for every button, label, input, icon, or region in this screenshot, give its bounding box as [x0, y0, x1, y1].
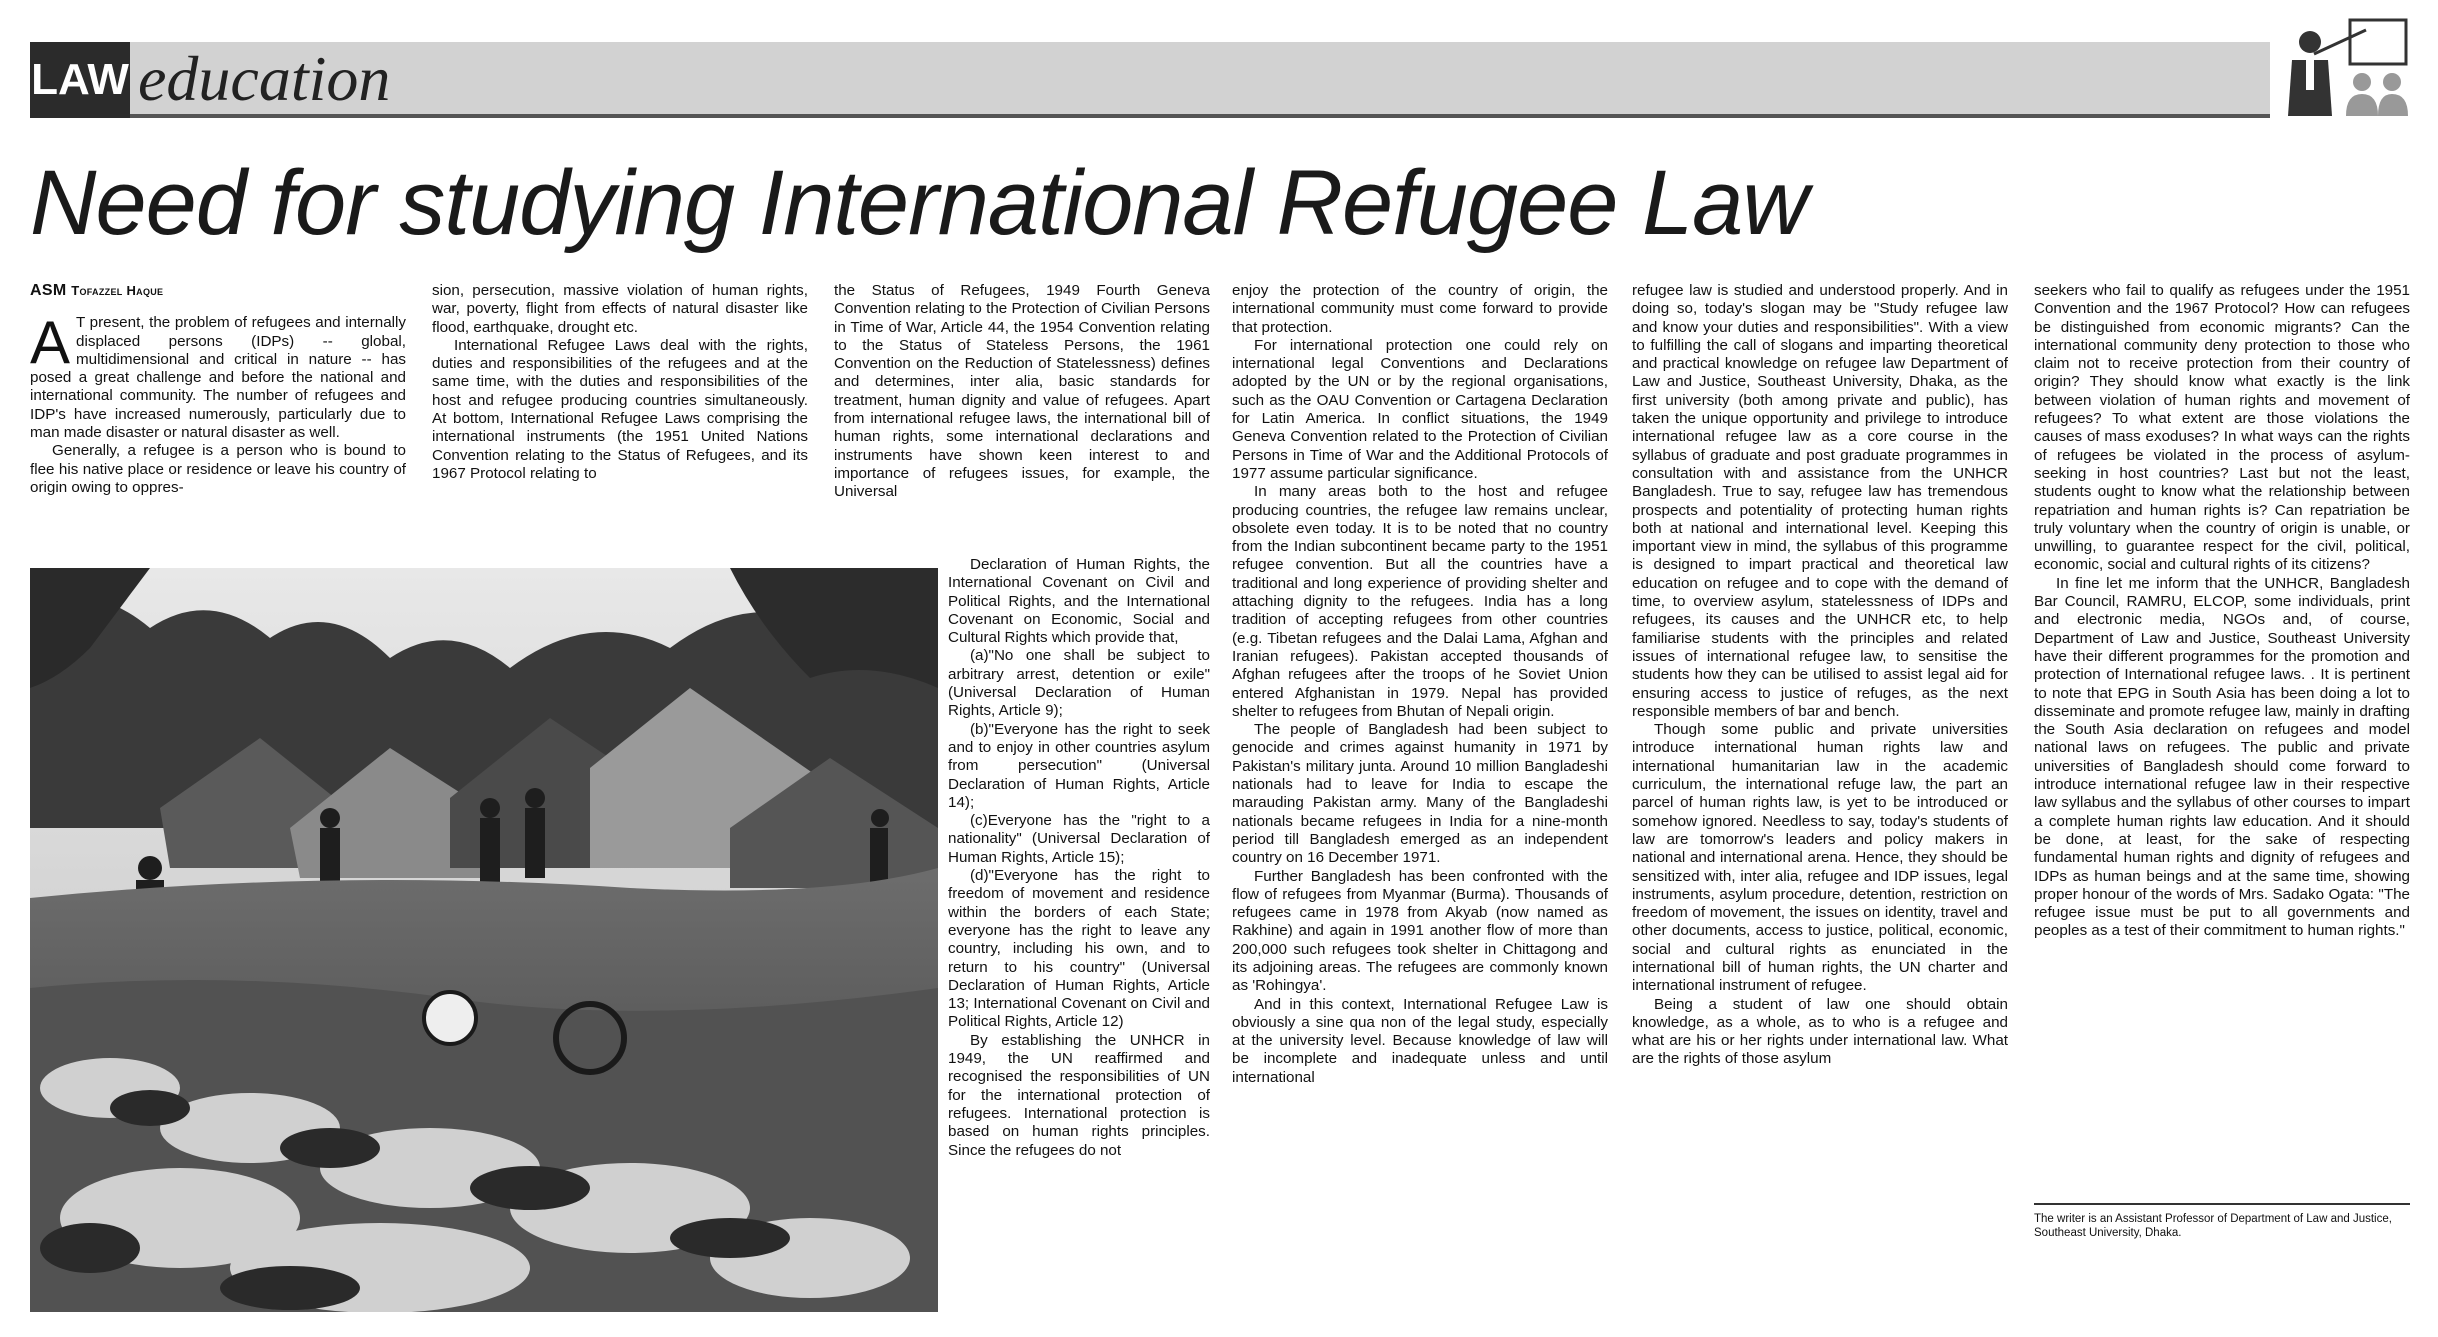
article-column-3-continued [948, 556, 1210, 1160]
refugee-camp-photo-illustration [30, 568, 938, 1312]
article-column-1 [30, 282, 406, 497]
paragraph: In many areas both to the host and refugee producing countries, the refugee law remains unclear, obsolete even today. It is to be noted that no country from the Indian subcontinent became party to the 1951 refugee convention. But all the countries have a traditional and long experience of providing shelter and attaching dignity to the refugees. India has a long tradition of accepting refugees from other countries (e.g. Tibetan refugees and the Dalai Lama, Afghan and Iranian refugees). Pakistan accepted thousands of Afghan refugees after the troops of he Soviet Union entered Afghanistan in 1979. Nepal has provided shelter to refugees from Bhutan of Nepali origin. [1232, 483, 1608, 720]
paragraph: the Status of Refugees, 1949 Fourth Geneva Convention relating to the Protection of Civilian Persons in Time of War, Article 44, the 1954 Convention relating to the Status of Stateless Persons, the 1961 Convention on the Reduction of Statelessness) defines and determines, inter alia, basic standards for treatment, human dignity and value of refugees. Apart from international refugee laws, the international bill of human rights, some international declarations and instruments have shown keen interest to and importance of refugees issues, for example, the Universal [834, 282, 1210, 501]
paragraph: sion, persecution, massive violation of human rights, war, poverty, flight from effects of natural disaster like flood, earthquake, drought etc. [432, 282, 808, 336]
paragraph: seekers who fail to qualify as refugees under the 1951 Convention and the 1967 Protocol? How can refugees be distinguished from economic migrants? Can the international community deny protection to those who claim not to receive protection from their country of origin? They should know what exactly is the link between violation of human rights and movement of refugees? To what extent are those violations the causes of mass exoduses? In what ways can the rights of refugees be violated in the process of asylum-seeking in host countries? Last but not the least, students ought to know what the relationship between repatriation and human rights is? Can repatriation be truly voluntary when the country of origin is unable, or unwilling, to guarantee respect for the civil, political, economic, social and cultural rights of its citizens? [2034, 282, 2410, 574]
section-title: education [138, 43, 391, 114]
paragraph: The people of Bangladesh had been subject to genocide and crimes against humanity in 1971 by Pakistan's military junta. Around 10 million Bangladeshi nationals had to leave for India to escape the marauding Pakistan army. Many of the Bangladeshi nationals became refugees in India for a nine-month period till Bangladesh emerged as an independent country on 16 December 1971. [1232, 721, 1608, 867]
headline: Need for studying International Refugee Law [30, 152, 1808, 254]
footnote-divider [2034, 1203, 2410, 1205]
paragraph: International Refugee Laws deal with the rights, duties and responsibilities of the refugees and at the same time, with the duties and responsibilities of the host and refugee producing countries simultaneously. At bottom, International Refugee Laws comprising the international instruments (the 1951 United Nations Convention relating to the Status of Refugees, and its 1967 Protocol relating to [432, 336, 808, 482]
article-column-3 [834, 282, 1210, 502]
article-column-6 [2034, 282, 2410, 941]
byline-name: Tofazzel Haque [71, 283, 164, 298]
paragraph: Though some public and private universities introduce international human rights law and international humanitarian law in the academic curriculum, the international refuge law, the part an parcel of human rights law, is yet to be introduced or somehow ignored. Needless to say, today's students of law are tomorrow's leaders and policy makers in national and international arena. Hence, they should be sensitized with, inter alia, refugee and IDP issues, legal instruments, asylum procedure, detention, restriction on freedom of movement, the issues on identity, travel and other documents, access to justice, political, economic, social and cultural rights as enunciated in the international bill of human rights, the UN charter and international instrument of refugee. [1632, 721, 2008, 995]
paragraph: refugee law is studied and understood properly. And in doing so, today's slogan may be "Study refugee law and know your duties and responsibilities". With a view to fulfilling the call of slogans and imparting theoretical and practical knowledge on refugee law Department of Law and Justice, Southeast University, Dhaka, as the first university (both among private and public), has taken the unique opportunity and privilege to introduce international refugee law as a core course in the syllabus of graduate and post graduate programmes in consultation with and assistance from the UNHCR Bangladesh. True to say, refugee law has tremendous prospects and potentiality of protecting human rights both at national and international level. Keeping this important view in mind, the syllabus of this programme is designed to impart practical and theoretical law education on refugee and to cope with the demand of time, to overview asylum, statelessness of IDPs and refugees, its causes and the UNHCR etc, to help familiarise students with the principles and related issues of international refugee law, to sensitise the students how they can be utilised to assist legal aid for ensuring access to justice of refuges, as the next responsible members of bar and bench. [1632, 282, 2008, 720]
section-label: LAW [30, 42, 130, 118]
paragraph: By establishing the UNHCR in 1949, the UN reaffirmed and recognised the responsibilities of UN for the international protection of refugees. International protection is based on human rights principles. Since the refugees do not [948, 1031, 1210, 1159]
article-column-4 [1232, 282, 1608, 1087]
article-column-2 [432, 282, 808, 483]
paragraph: And in this context, International Refugee Law is obviously a sine qua non of the legal study, especially at the university level. Because knowledge of law will be incomplete and inadequate unless and until international [1232, 995, 1608, 1086]
quote-item: (d)"Everyone has the right to freedom of movement and residence within the borders of each State; everyone has the right to leave any country, including his own, and to return to his country" (Universal Declaration of Human Rights, Article 13; International Covenant on Civil and Political Rights, Article 12) [948, 867, 1210, 1031]
paragraph: Generally, a refugee is a person who is bound to flee his native place or residence or leave his country of origin owing to oppres- [30, 442, 406, 496]
quote-item: (c)Everyone has the "right to a nationality" (Universal Declaration of Human Rights, Article 15); [948, 812, 1210, 866]
quote-item: (b)"Everyone has the right to seek and to enjoy in other countries asylum from persecution" (Universal Declaration of Human Rights, Article 14); [948, 720, 1210, 811]
quote-item: (a)"No one shall be subject to arbitrary arrest, detention or exile" (Universal Declaration of Human Rights, Article 9); [948, 647, 1210, 720]
paragraph: Further Bangladesh has been confronted with the flow of refugees from Myanmar (Burma). Thousands of refugees came in 1978 from Akyab (now named as Rakhine) and again in 1991 another flow of more than 200,000 such refugees took shelter in Chittagong and its adjoining areas. The refugees are commonly known as 'Rohingya'. [1232, 867, 1608, 995]
paragraph: enjoy the protection of the country of origin, the international community must come forward to provide that protection. [1232, 282, 1608, 336]
paragraph: Being a student of law one should obtain knowledge, as a whole, as to who is a refugee and what are his or her rights under international law. What are the rights of those asylum [1632, 995, 2008, 1068]
teacher-presentation-icon [2270, 16, 2410, 124]
byline [30, 282, 406, 300]
author-footnote: The writer is an Assistant Professor of Department of Law and Justice, Southeast University, Dhaka. [2034, 1213, 2392, 1239]
paragraph: For international protection one could rely on international legal Conventions and Declarations adopted by the UN or by the regional organisations, such as the OAU Convention or Cartagena Declaration for Latin America. In conflict situations, the 1949 Geneva Convention related to the Protection of Civilian Persons in Time of War and the Additional Protocols of 1977 assume particular significance. [1232, 336, 1608, 482]
article-column-5 [1632, 282, 2008, 1069]
refugee-camp-photo [30, 568, 938, 1312]
byline-initials: ASM [30, 282, 67, 299]
paragraph: A T present, the problem of refugees and internally displaced persons (IDPs) -- global, multidimensional and critical in nature -- has posed a great challenge and before the national and international community. The number of refugees and IDP's have increased numerously, particularly due to man made disaster or natural disaster as well. [30, 309, 406, 442]
paragraph: Declaration of Human Rights, the International Covenant on Civil and Political Rights, and the International Covenant on Economic, Social and Cultural Rights which provide that, [948, 556, 1210, 647]
paragraph: In fine let me inform that the UNHCR, Bangladesh Bar Council, RAMRU, ELCOP, some individuals, print and electronic media, NGOs and, of course, Department of Law and Justice, Southeast University have their different programmes for the promotion and protection of International refugee laws. . It is pertinent to note that EPG in South Asia has been doing a lot to disseminate and promote refugee law, mainly in drafting the South Asia declaration on refugees and model national laws on refugees. The public and private universities of Bangladesh should come forward to introduce international refugee law in their respective law syllabus and the syllabus of other courses to impart a complete human rights law education. And it should be done, at least, for the sake of respecting fundamental human rights and dignity of refugees and IDPs as human beings and at the same time, showing proper honour of the words of Mrs. Sadako Ogata: "The refugee issue must be put to all governments and peoples as a test of their commitment to human rights." [2034, 574, 2410, 940]
drop-cap: A [30, 309, 71, 377]
